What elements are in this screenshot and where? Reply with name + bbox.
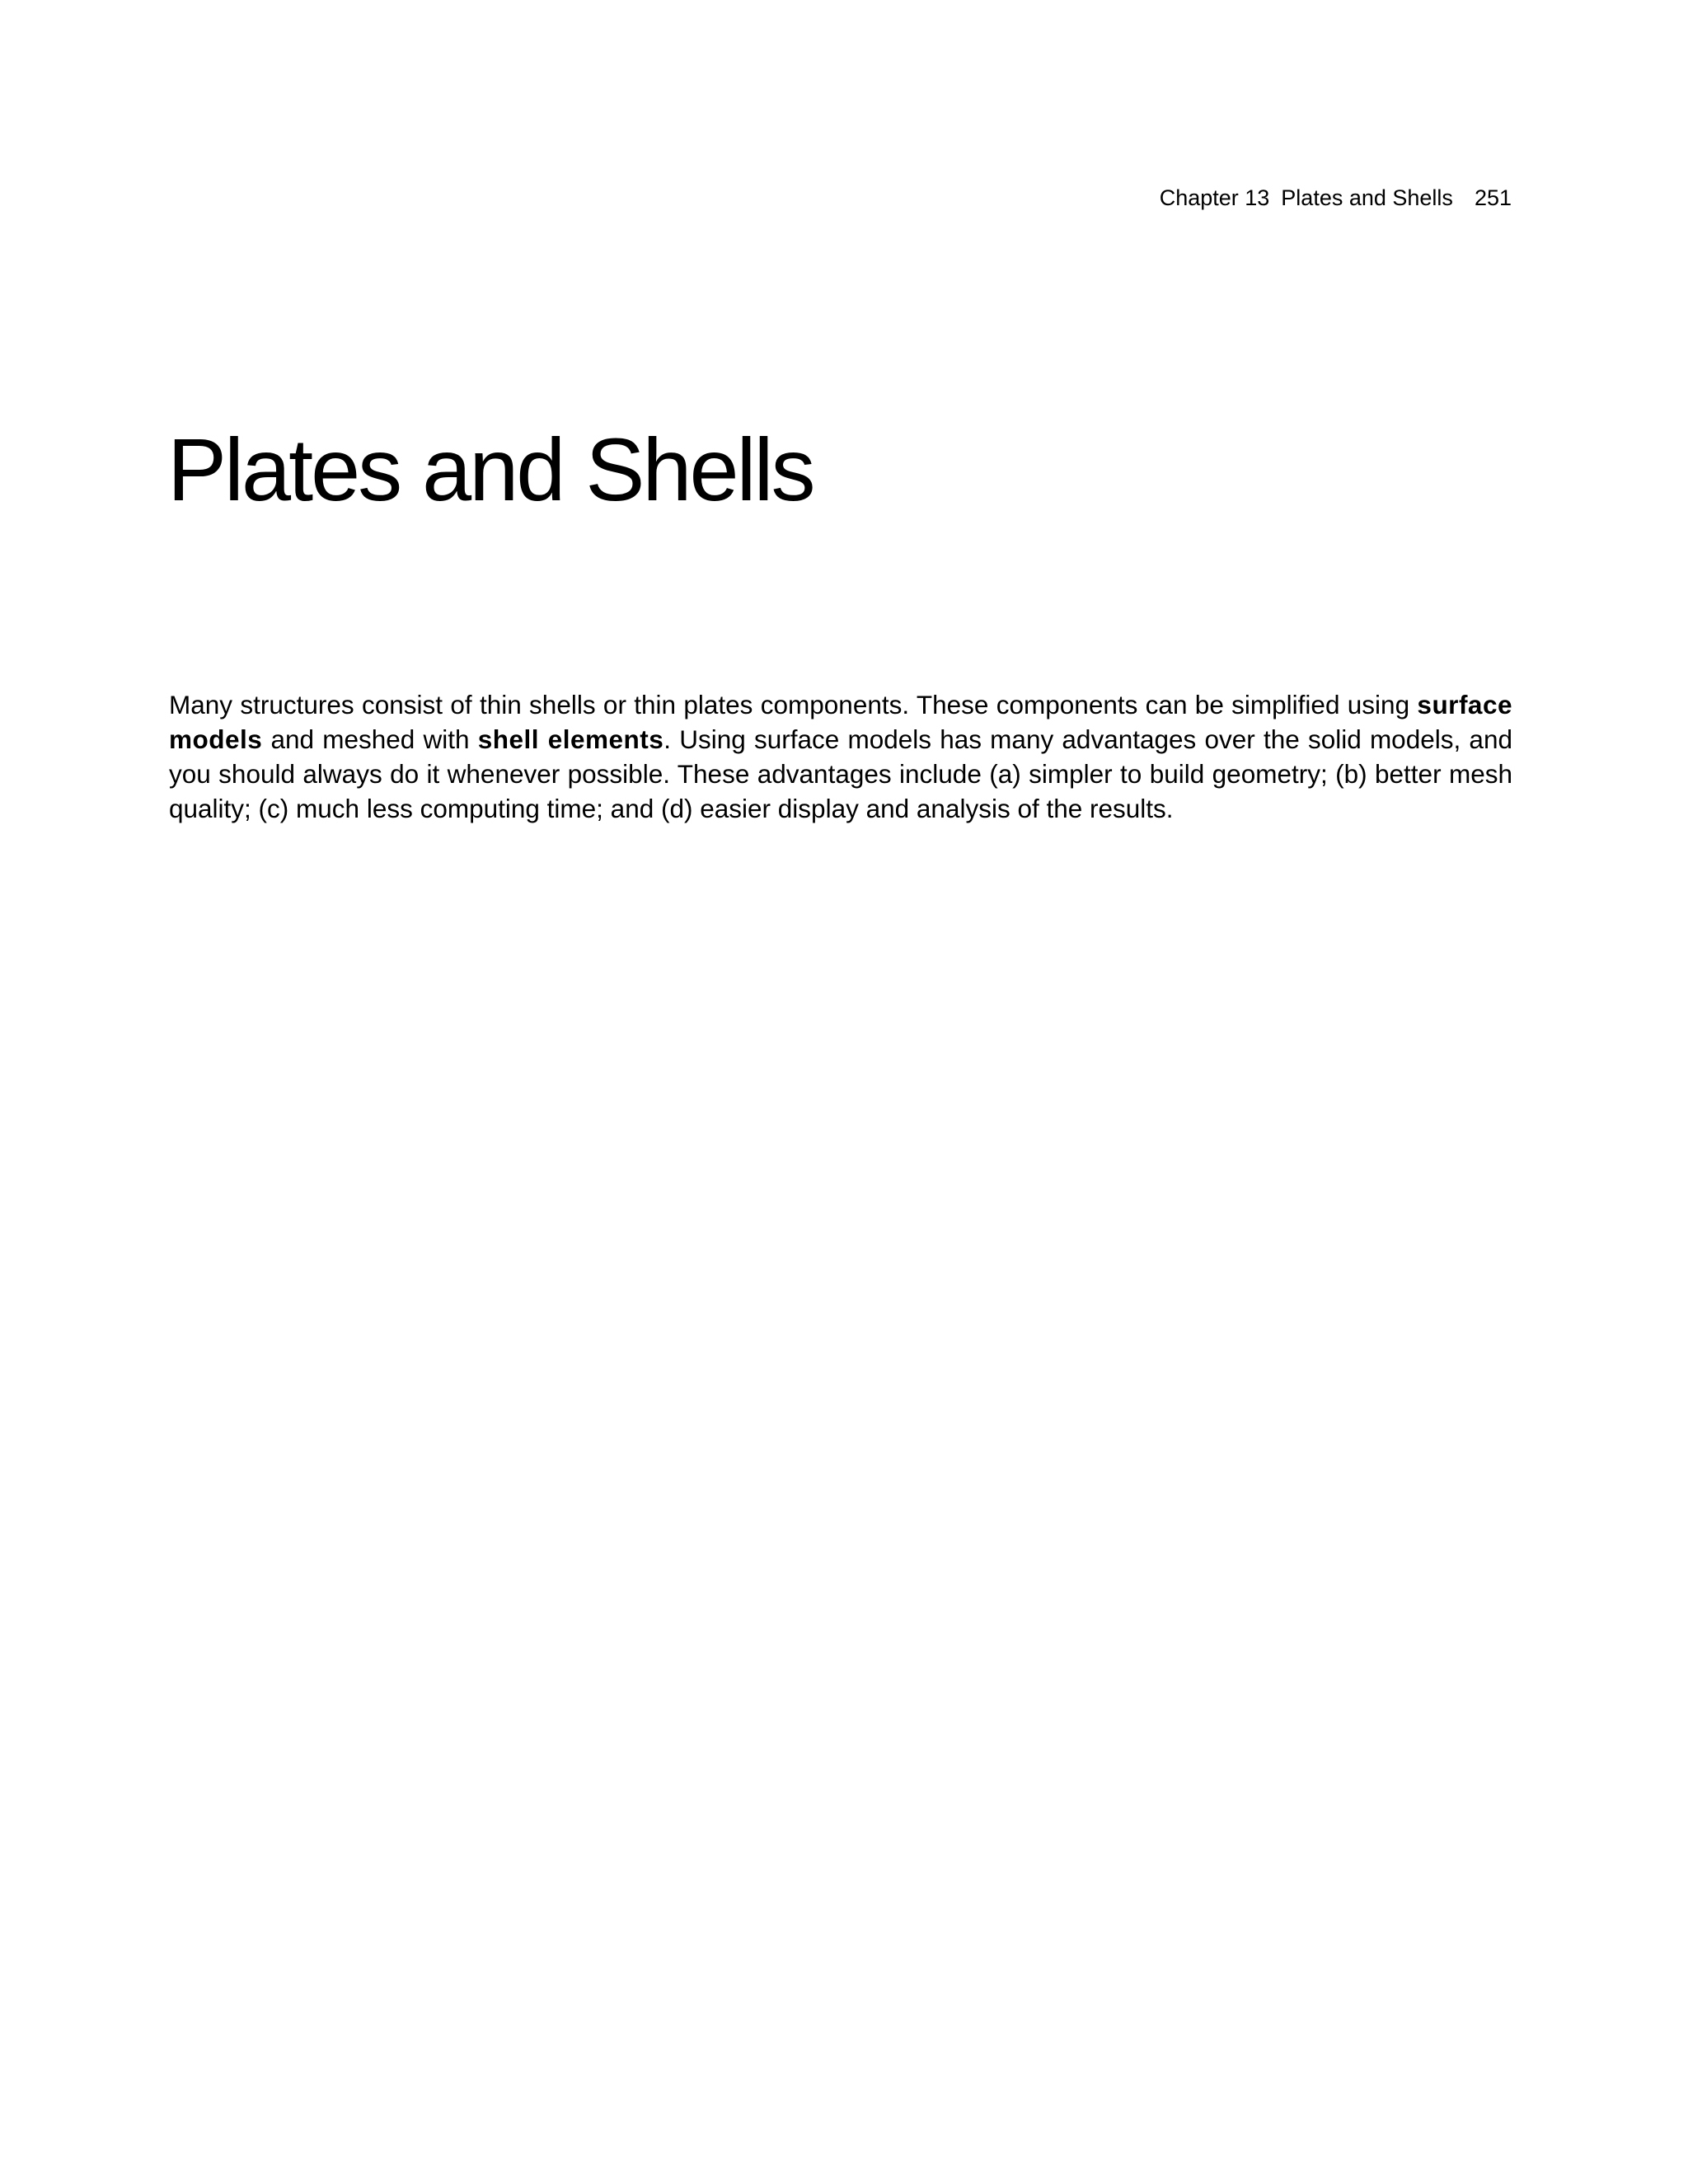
page-number: 251 — [1474, 185, 1512, 210]
chapter-label: Chapter 13 — [1159, 185, 1270, 210]
term-shell-elements: shell elements — [477, 724, 664, 754]
chapter-topic: Plates and Shells — [1281, 185, 1453, 210]
intro-text-part-3: . Using surface models has many advantages over the solid models, and you should always do it whenever possible. These advantages include (a) simpler to build geometry; (b) better mesh quality; (c) much less computing time; and (d) easier display and analysis of the results. — [169, 724, 1512, 823]
intro-text-part-2: and meshed with — [262, 724, 478, 754]
intro-paragraph — [169, 687, 1512, 826]
intro-text-part-1: Many structures consist of thin shells or thin plates components. These components can be simplified using — [169, 690, 1418, 719]
running-header — [989, 183, 1512, 213]
chapter-title: Plates and Shells — [167, 419, 814, 519]
term-surface-models: surface models — [169, 690, 1512, 754]
